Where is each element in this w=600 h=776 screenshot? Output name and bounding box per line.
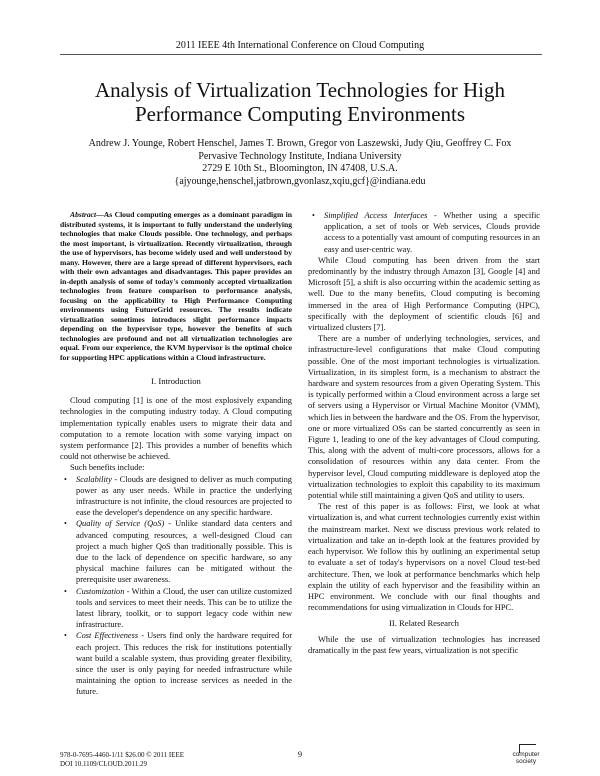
bullet-text: - Unlike standard data centers and advanced computing resources, a well-designed Cloud can project a much higher QoS than traditionally possible. This is due to the lack of dependence on specific hardware, so any physical machine failures can be mitigated without the prerequisite user awareness. (76, 519, 292, 585)
computer-society-logo (506, 744, 546, 768)
header-rule (60, 54, 542, 55)
intro-paragraph-4: There are a number of underlying technologies, services, and infrastructure-level configurations that make Cloud computing possible. One of the most important technologies is virtualization. Virtualization, in its simplest form, is a mechanism to abstract the hardware and system resources from a given Operating System. This is typically performed within a Cloud environment across a large set of servers using a Hypervisor or Virtual Machine Monitor (VMM), which lies in between the hardware and the OS. From the hypervisor, one or more virtualized OSs can be started concurrently as seen in Figure 1, leading to one of the key advantages of Cloud computing. This, along with the advent of multi-core processors, allows for a consolidation of resources within any data center. From the hypervisor level, Cloud computing middleware is deployed atop the virtualization technologies to exploit this capability to its maximum potential while still maintaining a given QoS and utility to users. (308, 334, 541, 501)
footer-doi: DOI 10.1109/CLOUD.2011.29 (60, 759, 147, 768)
abstract-text: —As Cloud computing emerges as a dominant paradigm in distributed systems, it is important to fully understand the underlying technologies that make Clouds possible. One technology, and perhaps the most important, is virtualization. Recently virtualization, through the use of hypervisors, has become widely used and well understood by many. However, there are a large spread of different hypervisors, each with their own advantages and disadvantages. This paper provides an in-depth analysis of some of today's commonly accepted virtualization technologies from feature comparison to performance analysis, focusing on the applicability to High Performance Computing environments using FutureGrid resources. The results indicate virtualization sometimes introduces slight performance impacts depending on the hypervisor type, however the benefits of such technologies are profound and not all virtualization technologies are equal. From our experience, the KVM hypervisor is the optimal choice for supporting HPC applications within a Cloud infrastructure. (60, 210, 292, 362)
author-email: {ajyounge,henschel,jatbrown,gvonlasz,xqiu,gcf}@indiana.edu (174, 175, 426, 187)
logo-text-line-2: society (515, 758, 537, 765)
bullet-text: - Clouds are designed to deliver as much computing power as any user needs. While in practice the underlying infrastructure is not infinite, the cloud resources are projected to ease the developer's dependence on any specific hardware. (76, 474, 292, 518)
bullet-item (60, 474, 292, 519)
section-heading-related-research: II. Related Research (389, 618, 459, 629)
bullet-item (60, 518, 292, 585)
paper-title (40, 78, 560, 126)
bullet-icon: • (64, 474, 67, 484)
bullet-text: - Within a Cloud, the user can utilize customized tools and services to meet their needs. This can be to utilize the latest library, toolkit, or to support legacy code within new infrastructure. (76, 586, 292, 630)
conference-header: 2011 IEEE 4th International Conference on Cloud Computing (175, 40, 425, 51)
bullet-icon: • (312, 211, 315, 220)
intro-paragraph-2: Such benefits include: (70, 463, 145, 473)
bullet-text: - Users find only the hardware required for each project. This reduces the risk for institutions potentially want build a scalable system, thus providing greater flexibility, since the user is only paying for needed infrastructure while maintaining the option to increase services as needed in the future. (76, 631, 293, 697)
author-names: Andrew J. Younge, Robert Henschel, James T. Brown, Gregor von Laszewski, Judy Qiu, Geoffrey C. Fox (88, 138, 512, 149)
bullet-icon: • (64, 519, 67, 529)
title-line-2: Performance Computing Environments (134, 102, 466, 126)
section-heading-introduction: I. Introduction (151, 376, 201, 386)
bullet-term: Simplified Access Interfaces (324, 211, 428, 220)
author-block (40, 138, 560, 188)
bullet-text: - Whether using a specific application, a set of tools or Web services, Clouds provide access to a potentially vast amount of computing resources in an easy and user-centric way. (324, 211, 541, 254)
abstract (60, 210, 292, 362)
affiliation: Pervasive Technology Institute, Indiana University (198, 150, 402, 162)
left-column (60, 210, 292, 698)
address: 2729 E 10th St., Bloomington, IN 47408, U.S.A. (202, 163, 398, 174)
title-line-1: Analysis of Virtualization Technologies for High (94, 78, 505, 102)
footer-isbn: 978-0-7695-4460-1/11 $26.00 © 2011 IEEE (60, 751, 184, 759)
bullet-icon: • (64, 631, 67, 641)
bullet-term: Customization (76, 586, 125, 596)
related-paragraph-1: While the use of virtualization technologies has increased dramatically in the past few years, virtualization is not specific (308, 634, 540, 655)
intro-paragraph-1: Cloud computing [1] is one of the most explosively expanding technologies in the computing industry today. A Cloud computing implementation typically enables users to migrate their data and computation to a remote location with some varying impact on system performance [2]. This provides a number of benefits which could not otherwise be achieved. (60, 396, 292, 462)
bullet-term: Cost Effectiveness (76, 631, 139, 641)
bullet-item (60, 586, 292, 631)
bullet-item (308, 210, 540, 255)
right-column (308, 210, 540, 656)
intro-paragraph-3: While Cloud computing has been driven from the start predominantly by the industry through Amazon [3], Google [4] and Microsoft [5], a shift is also occurring within the academic setting as well. Due to the many benefits, Cloud computing is becoming immersed in the area of High Performance Computing (HPC), specifically with the deployment of scientific clouds [6] and virtualized clusters [7]. (308, 255, 540, 333)
bullet-item (60, 630, 292, 697)
bullet-term: Scalability (76, 474, 112, 484)
abstract-label: Abstract (70, 210, 97, 219)
page-number: 9 (297, 750, 303, 759)
logo-text-line-1: computer (512, 751, 540, 758)
bullet-icon: • (64, 586, 67, 596)
bullet-term: Quality of Service (QoS) (76, 519, 165, 529)
logo-text (506, 751, 546, 765)
intro-paragraph-5: The rest of this paper is as follows: First, we look at what virtualization is, and what current technologies currently exist within the mainstream market. Next we discuss previous work related to virtualization and take an in-depth look at the features provided by each hypervisor. We follow this by outlining an experimental setup to evaluate a set of today's hypervisors on a novel Cloud test-bed architecture. Then, we look at performance benchmarks which help explain the utility of each hypervisor and the feasibility within an HPC environment. We conclude with our final thoughts and recommendations for using virtualization in Clouds for HPC. (308, 502, 540, 613)
